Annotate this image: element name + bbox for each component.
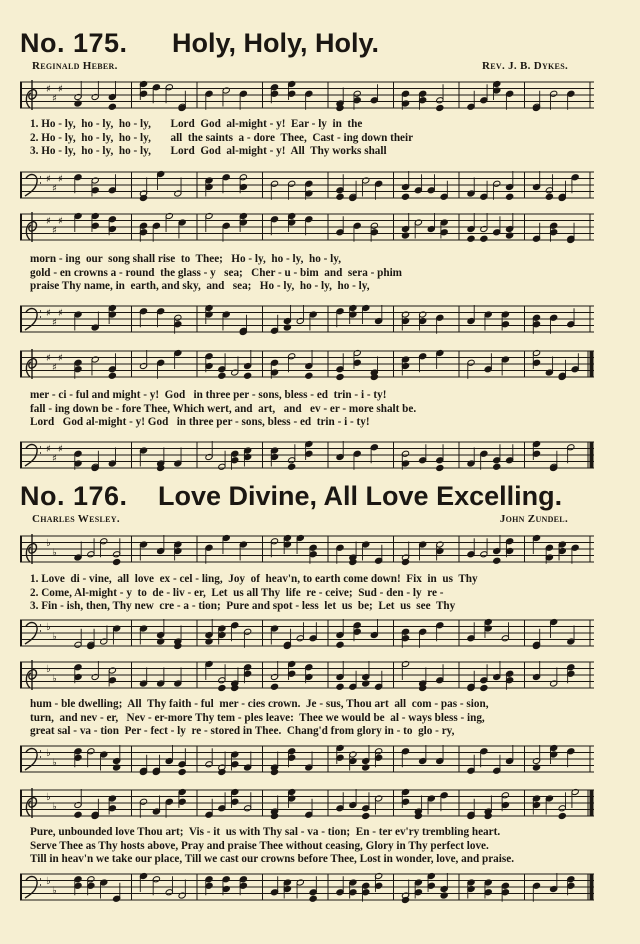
- hymn-number: No. 175.: [20, 28, 128, 58]
- svg-text:♯: ♯: [46, 215, 51, 227]
- composer-credit: John Zundel.: [499, 513, 568, 525]
- lyrics-block: [30, 826, 596, 867]
- svg-text:♯: ♯: [52, 453, 57, 465]
- svg-text:♯: ♯: [58, 352, 63, 364]
- bass-staff: [20, 168, 594, 202]
- svg-text:♭: ♭: [46, 747, 51, 759]
- svg-text:♯: ♯: [46, 173, 51, 185]
- treble-staff: [20, 347, 594, 381]
- lyric-line: gold - en crowns a - round the glass - y sea; Cher - u - bim and sera - phim: [30, 266, 403, 279]
- lyric-line: 3. Fin - ish, then, Thy new cre - a - tion; Pure and spot - less let us be; Let us see Thy: [30, 600, 456, 612]
- bass-staff: [20, 870, 594, 904]
- svg-text:♭: ♭: [46, 621, 51, 633]
- svg-text:♯: ♯: [58, 307, 63, 319]
- lyric-line: Till in heav'n we take our place, Till we cast our crowns before Thee, Lost in wonder, love, and praise.: [30, 853, 514, 865]
- lyrics-block: [30, 573, 596, 614]
- svg-text:♭: ♭: [52, 801, 57, 813]
- lyrics-block: [30, 698, 596, 739]
- svg-text:♭: ♭: [46, 875, 51, 887]
- lyric-line: Lord God al-might - y! God in three per - sons, bless - ed trin - i - ty!: [30, 416, 370, 428]
- bass-staff: [20, 742, 594, 776]
- treble-staff: [20, 658, 594, 692]
- svg-text:♯: ♯: [52, 317, 57, 329]
- svg-text:♯: ♯: [58, 83, 63, 95]
- svg-text:♭: ♭: [46, 663, 51, 675]
- lyrics-block: [30, 389, 596, 430]
- lyric-line: 1. Love di - vine, all love ex - cel - ling, Joy of heav'n, to earth come down! Fix in us Thy: [30, 573, 478, 585]
- svg-text:♭: ♭: [52, 631, 57, 643]
- author-credit: Reginald Heber.: [32, 60, 118, 72]
- lyric-line: Serve Thee as Thy hosts above, Pray and praise Thee without ceasing, Glory in Thy perfect love.: [30, 839, 489, 852]
- svg-text:♯: ♯: [52, 225, 57, 237]
- svg-text:♯: ♯: [58, 443, 63, 455]
- lyrics-block: [30, 253, 596, 294]
- svg-text:♭: ♭: [52, 885, 57, 897]
- treble-staff: [20, 78, 594, 112]
- hymn-title: Holy, Holy, Holy.: [172, 28, 380, 58]
- hymn-number: No. 176.: [20, 481, 128, 511]
- treble-staff: [20, 210, 594, 244]
- lyric-line: turn, and nev - er, Nev - er-more Thy tem - ples leave: Thee we would be al - ways bless - ing,: [30, 711, 485, 724]
- lyric-line: 3. Ho - ly, ho - ly, ho - ly, Lord God al-might - y! All Thy works shall: [30, 145, 387, 157]
- svg-text:♯: ♯: [58, 215, 63, 227]
- svg-text:♯: ♯: [58, 173, 63, 185]
- hymn-176-heading: [20, 481, 562, 512]
- svg-text:♭: ♭: [52, 673, 57, 685]
- hymn-175-heading: [20, 28, 379, 59]
- svg-text:♭: ♭: [52, 547, 57, 559]
- svg-text:♯: ♯: [46, 307, 51, 319]
- lyric-line: praise Thy name, in earth, and sky, and sea; Ho - ly, ho - ly, ho - ly,: [30, 280, 370, 292]
- treble-staff: [20, 786, 594, 820]
- lyric-line: hum - ble dwelling; All Thy faith - ful mer - cies crown. Je - sus, Thou art all com - pas - sion,: [30, 698, 489, 710]
- lyrics-block: [30, 118, 596, 159]
- svg-text:♯: ♯: [46, 443, 51, 455]
- svg-text:♯: ♯: [52, 362, 57, 374]
- lyric-line: fall - ing down be - fore Thee, Which wert, and art, and ev - er - more shalt be.: [30, 402, 417, 415]
- svg-text:♭: ♭: [46, 791, 51, 803]
- treble-staff: [20, 532, 594, 566]
- lyric-line: 1. Ho - ly, ho - ly, ho - ly, Lord God al-might - y! Ear - ly in the: [30, 118, 363, 130]
- svg-text:♭: ♭: [46, 537, 51, 549]
- author-credit: Charles Wesley.: [32, 513, 120, 525]
- bass-staff: [20, 302, 594, 336]
- bass-staff: [20, 616, 594, 650]
- svg-text:♭: ♭: [52, 757, 57, 769]
- svg-text:♯: ♯: [46, 352, 51, 364]
- svg-text:♯: ♯: [46, 83, 51, 95]
- lyric-line: mer - ci - ful and might - y! God in three per - sons, bless - ed trin - i - ty!: [30, 389, 387, 401]
- lyric-line: 2. Come, Al-might - y to de - liv - er, Let us all Thy life re - ceive; Sud - den - ly re -: [30, 586, 444, 599]
- lyric-line: 2. Ho - ly, ho - ly, ho - ly, all the saints a - dore Thee, Cast - ing down their: [30, 131, 414, 144]
- lyric-line: Pure, unbounded love Thou art; Vis - it us with Thy sal - va - tion; En - ter ev'ry trembling heart.: [30, 826, 501, 838]
- svg-text:♯: ♯: [52, 183, 57, 195]
- lyric-line: great sal - va - tion Per - fect - ly re - stored in Thee. Chang'd from glory in - to glo - ry,: [30, 725, 455, 737]
- svg-text:♯: ♯: [52, 93, 57, 105]
- hymn-title: Love Divine, All Love Excelling.: [158, 481, 563, 511]
- bass-staff: [20, 438, 594, 472]
- lyric-line: morn - ing our song shall rise to Thee; Ho - ly, ho - ly, ho - ly,: [30, 253, 341, 265]
- composer-credit: Rev. J. B. Dykes.: [482, 60, 568, 72]
